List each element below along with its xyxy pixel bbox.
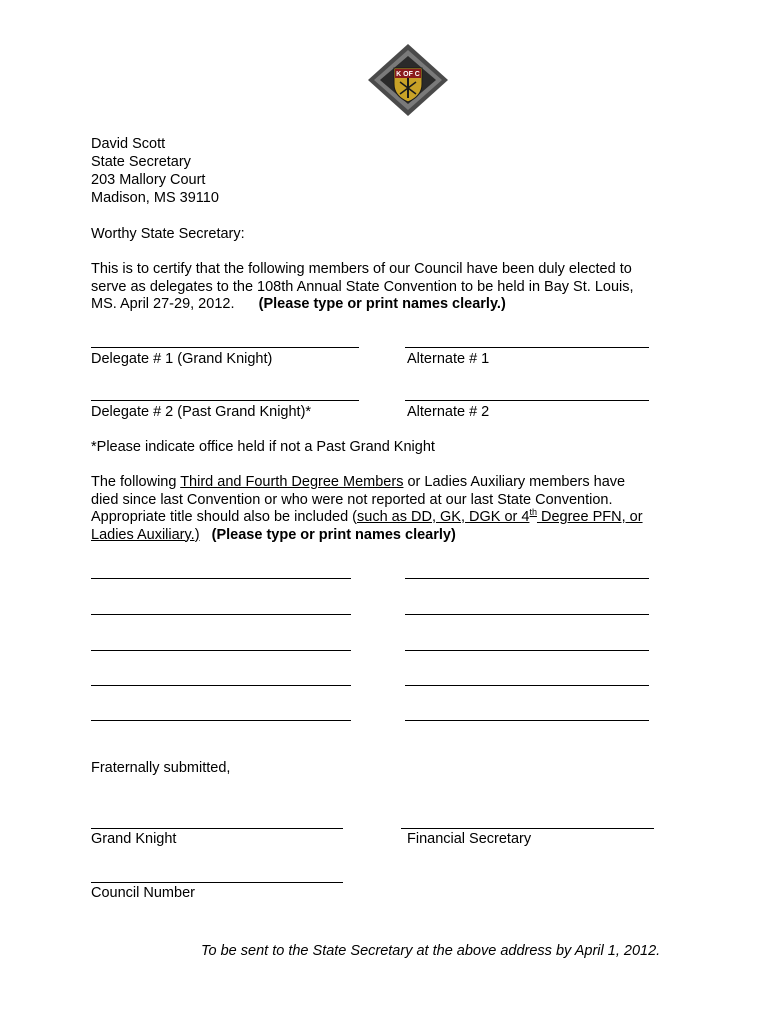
deceased-line-3-underlined-b: Degree PFN, or	[536, 509, 643, 525]
certify-date: MS. April 27-29, 2012.	[91, 296, 235, 312]
alternate-2-label: Alternate # 2	[407, 404, 490, 420]
deceased-line-3-start: Appropriate title should also be included (	[91, 509, 357, 525]
emblem-monogram: K OF C	[396, 71, 420, 78]
deceased-name-line[interactable]	[91, 578, 351, 579]
alternate-1-label: Alternate # 1	[407, 351, 490, 367]
deceased-name-line[interactable]	[405, 685, 649, 686]
deceased-line-1	[91, 474, 643, 492]
deceased-name-line[interactable]	[405, 720, 649, 721]
office-note: *Please indicate office held if not a Past Grand Knight	[91, 439, 435, 455]
certify-line-2: serve as delegates to the 108th Annual State Convention to be held in Bay St. Louis,	[91, 278, 634, 295]
certify-line-1: This is to certify that the following members of our Council have been duly elected to	[91, 261, 632, 277]
financial-secretary-signature-line[interactable]	[401, 828, 654, 829]
deceased-line-4-underlined: Ladies Auxiliary.)	[91, 526, 200, 543]
deceased-name-line[interactable]	[91, 720, 351, 721]
alternate-1-signature-line[interactable]	[405, 347, 649, 348]
grand-knight-signature-line[interactable]	[91, 828, 343, 829]
delegate-2-signature-line[interactable]	[91, 400, 359, 401]
deceased-line-1-underlined: Third and Fourth Degree Members	[180, 474, 404, 490]
kofc-emblem	[368, 44, 448, 116]
delegate-2-label: Delegate # 2 (Past Grand Knight)*	[91, 404, 312, 420]
deceased-line-3-underlined-a: such as DD, GK, DGK or 4	[357, 509, 530, 525]
closing: Fraternally submitted,	[91, 760, 231, 776]
recipient-name: David Scott	[91, 136, 166, 152]
deceased-name-line[interactable]	[405, 614, 649, 615]
recipient-street: 203 Mallory Court	[91, 172, 206, 188]
deceased-name-line[interactable]	[91, 685, 351, 686]
deceased-name-line[interactable]	[91, 650, 351, 651]
salutation: Worthy State Secretary:	[91, 226, 245, 242]
council-number-line[interactable]	[91, 882, 343, 883]
deceased-line-4	[91, 527, 643, 545]
recipient-city: Madison, MS 39110	[91, 190, 219, 206]
financial-secretary-label: Financial Secretary	[407, 831, 532, 847]
delegate-1-signature-line[interactable]	[91, 347, 359, 348]
deceased-name-line[interactable]	[405, 650, 649, 651]
council-number-label: Council Number	[91, 885, 195, 901]
deceased-instruction: (Please type or print names clearly)	[211, 526, 456, 543]
deceased-line-3-superscript: th	[529, 507, 537, 518]
deceased-line-3	[91, 509, 643, 527]
delegate-1-label: Delegate # 1 (Grand Knight)	[91, 351, 273, 367]
deceased-paragraph	[91, 474, 643, 544]
grand-knight-label: Grand Knight	[91, 831, 177, 847]
deceased-line-1-end: or Ladies Auxiliary members have	[403, 474, 626, 490]
footer-instruction: To be sent to the State Secretary at the above address by April 1, 2012.	[201, 943, 661, 959]
deceased-line-1-start: The following	[91, 474, 181, 490]
certify-instruction: (Please type or print names clearly.)	[258, 296, 506, 312]
deceased-name-line[interactable]	[91, 614, 351, 615]
certify-line-3	[91, 296, 634, 314]
kofc-emblem-graphic	[368, 44, 448, 116]
deceased-name-line[interactable]	[405, 578, 649, 579]
alternate-2-signature-line[interactable]	[405, 400, 649, 401]
certify-paragraph	[91, 261, 634, 314]
deceased-line-2: died since last Convention or who were not reported at our last State Convention.	[91, 491, 613, 508]
recipient-title: State Secretary	[91, 154, 191, 170]
